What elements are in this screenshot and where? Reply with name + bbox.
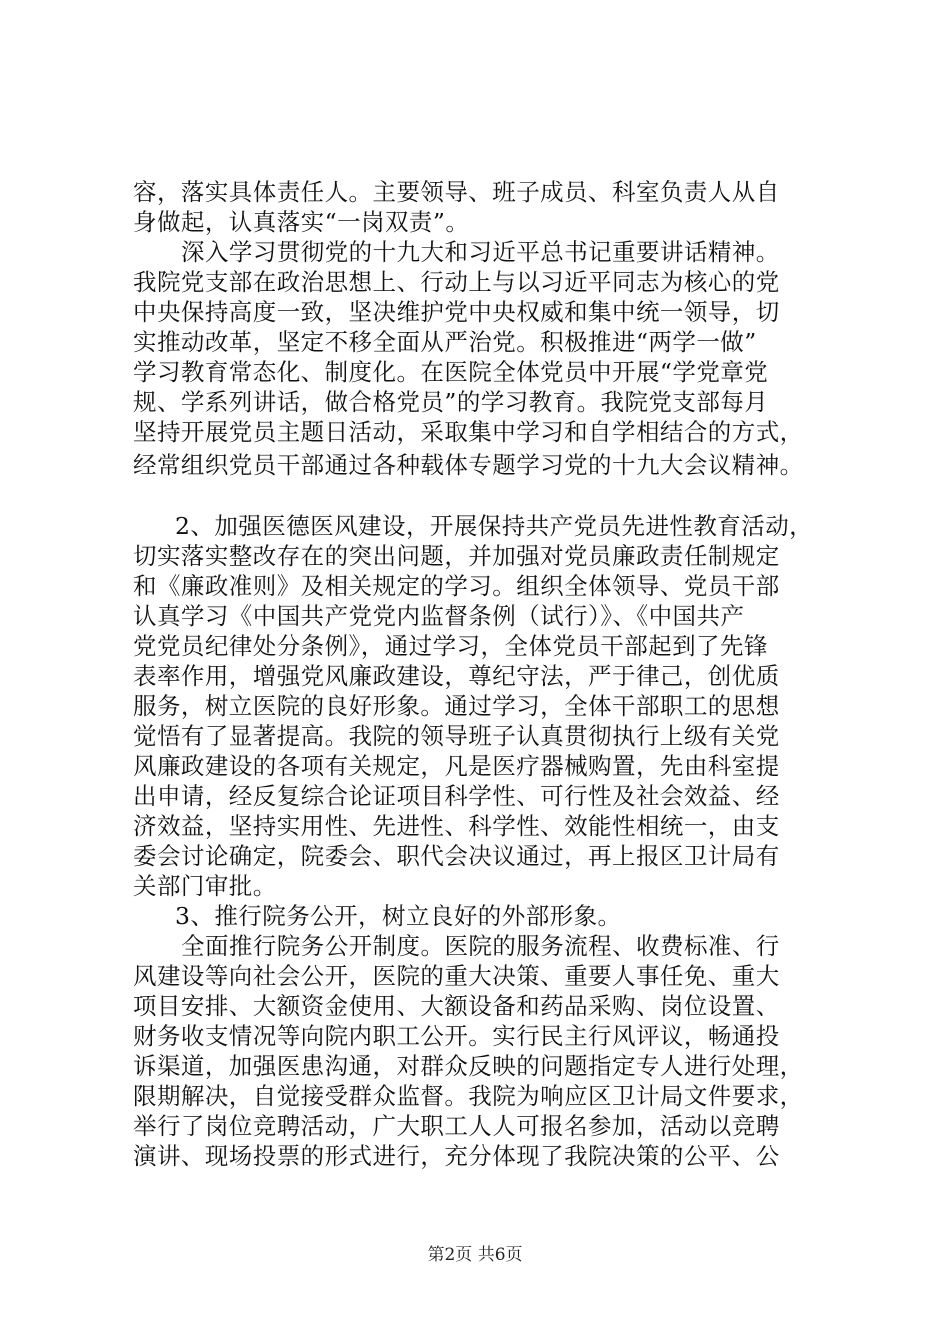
text-line: 我院党支部在政治思想上、行动上与以习近平同志为核心的党 — [133, 268, 780, 296]
text-line: 容，落实具体责任人。主要领导、班子成员、科室负责人从自 — [133, 178, 780, 206]
text-line: 委会讨论确定，院委会、职代会决议通过，再上报区卫计局有 — [133, 842, 780, 870]
section-heading: 3、推行院务公开，树立良好的外部形象。 — [175, 902, 622, 930]
text-line: 演讲、现场投票的形式进行，充分体现了我院决策的公平、公 — [133, 1142, 780, 1170]
page-number-footer: 第2页 共6页 — [427, 1245, 523, 1265]
text-line: 风建设等向社会公开，医院的重大决策、重要人事任免、重大 — [133, 962, 780, 990]
text-line: 中央保持高度一致，坚决维护党中央权威和集中统一领导，切 — [133, 298, 780, 326]
text-line: 项目安排、大额资金使用、大额设备和药品采购、岗位设置、 — [133, 992, 780, 1020]
text-line: 党党员纪律处分条例》，通过学习，全体党员干部起到了先锋 — [133, 632, 768, 660]
text-line: 坚持开展党员主题日活动，采取集中学习和自学相结合的方式， — [133, 418, 804, 446]
text-line: 经常组织党员干部通过各种载体专题学习党的十九大会议精神。 — [133, 451, 804, 479]
text-line: 关部门审批。 — [133, 872, 277, 900]
text-line: 规、学系列讲话，做合格党员”的学习教育。我院党支部每月 — [133, 388, 769, 416]
text-line: 风廉政建设的各项有关规定，凡是医疗器械购置，先由科室提 — [133, 752, 780, 780]
text-line: 2、加强医德医风建设，开展保持共产党员先进性教育活动， — [175, 512, 814, 540]
text-line: 实推动改革，坚定不移全面从严治党。积极推进“两学一做” — [133, 328, 757, 356]
text-line: 和《廉政准则》及相关规定的学习。组织全体领导、党员干部 — [133, 572, 780, 600]
text-line: 举行了岗位竞聘活动，广大职工人人可报名参加，活动以竞聘 — [133, 1112, 780, 1140]
text-line: 诉渠道，加强医患沟通，对群众反映的问题指定专人进行处理， — [133, 1052, 804, 1080]
text-line: 财务收支情况等向院内职工公开。实行民主行风评议，畅通投 — [133, 1022, 780, 1050]
text-line: 身做起，认真落实“一岗双责”。 — [133, 208, 470, 236]
text-line: 觉悟有了显著提高。我院的领导班子认真贯彻执行上级有关党 — [133, 722, 780, 750]
text-line: 切实落实整改存在的突出问题，并加强对党员廉政责任制规定 — [133, 542, 780, 570]
text-line: 深入学习贯彻党的十九大和习近平总书记重要讲话精神。 — [181, 238, 780, 266]
text-line: 认真学习《中国共产党党内监督条例（试行）》、《中国共产 — [133, 602, 745, 630]
text-line: 出申请，经反复综合论证项目科学性、可行性及社会效益、经 — [133, 782, 780, 810]
text-line: 限期解决，自觉接受群众监督。我院为响应区卫计局文件要求， — [133, 1082, 804, 1110]
text-line: 全面推行院务公开制度。医院的服务流程、收费标准、行 — [181, 932, 780, 960]
text-line: 表率作用，增强党风廉政建设，尊纪守法，严于律己，创优质 — [133, 662, 780, 690]
text-line: 服务，树立医院的良好形象。通过学习，全体干部职工的思想 — [133, 692, 780, 720]
text-line: 济效益，坚持实用性、先进性、科学性、效能性相统一，由支 — [133, 812, 780, 840]
text-line: 学习教育常态化、制度化。在医院全体党员中开展“学党章党 — [133, 358, 769, 386]
